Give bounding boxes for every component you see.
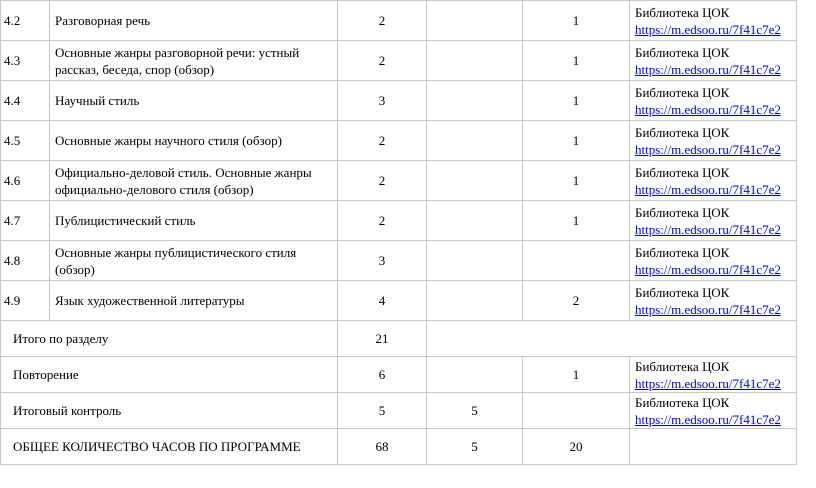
resource-name: Библиотека ЦОК [635,284,730,300]
section-total-empty [427,321,797,357]
row-topic: Язык художественной литературы [50,281,338,321]
resource-link[interactable]: https://m.edsoo.ru/7f41c7e2 [635,411,781,427]
row-control-hours [427,201,523,241]
resource-link[interactable]: https://m.edsoo.ru/7f41c7e2 [635,261,781,277]
row-resource [630,201,797,241]
row-number: 4.9 [1,281,50,321]
row-hours: 3 [338,81,427,121]
row-hours: 2 [338,161,427,201]
resource-name: Библиотека ЦОК [635,358,730,374]
row-number: 4.3 [1,41,50,81]
resource-link[interactable]: https://m.edsoo.ru/7f41c7e2 [635,21,781,37]
resource-name: Библиотека ЦОК [635,4,730,20]
table-row [1,81,797,121]
row-topic: Разговорная речь [50,1,338,41]
resource-link[interactable]: https://m.edsoo.ru/7f41c7e2 [635,61,781,77]
row-resource [630,281,797,321]
table-row [1,281,797,321]
row-resource [630,1,797,41]
row-practice-hours: 1 [523,1,630,41]
final-control-control: 5 [427,393,523,429]
row-topic: Научный стиль [50,81,338,121]
resource-link[interactable]: https://m.edsoo.ru/7f41c7e2 [635,221,781,237]
curriculum-table-body [1,1,797,321]
row-topic: Официально-деловой стиль. Основные жанры официально-делового стиля (обзор) [50,161,338,201]
row-hours: 4 [338,281,427,321]
row-resource [630,81,797,121]
resource-name: Библиотека ЦОК [635,394,730,410]
row-hours: 2 [338,201,427,241]
final-control-resource [630,393,797,429]
row-practice-hours: 1 [523,81,630,121]
table-row [1,201,797,241]
table-row [1,1,797,41]
row-hours: 3 [338,241,427,281]
repetition-practice: 1 [523,357,630,393]
table-row [1,161,797,201]
section-total-row [1,321,797,357]
row-topic: Основные жанры научного стиля (обзор) [50,121,338,161]
row-resource [630,161,797,201]
section-total-label: Итого по разделу [1,321,338,357]
final-control-hours: 5 [338,393,427,429]
row-hours: 2 [338,1,427,41]
table-row [1,121,797,161]
grand-total-control: 5 [427,429,523,465]
grand-total-resource [630,429,797,465]
row-resource [630,121,797,161]
row-number: 4.7 [1,201,50,241]
row-practice-hours: 1 [523,121,630,161]
row-number: 4.2 [1,1,50,41]
row-number: 4.8 [1,241,50,281]
row-topic: Публицистический стиль [50,201,338,241]
resource-name: Библиотека ЦОК [635,124,730,140]
row-hours: 2 [338,41,427,81]
row-practice-hours: 1 [523,41,630,81]
row-practice-hours: 2 [523,281,630,321]
resource-link[interactable]: https://m.edsoo.ru/7f41c7e2 [635,141,781,157]
repetition-row [1,357,797,393]
resource-link[interactable]: https://m.edsoo.ru/7f41c7e2 [635,375,781,391]
resource-name: Библиотека ЦОК [635,84,730,100]
grand-total-hours: 68 [338,429,427,465]
final-control-practice [523,393,630,429]
resource-link[interactable]: https://m.edsoo.ru/7f41c7e2 [635,301,781,317]
resource-name: Библиотека ЦОК [635,244,730,260]
row-control-hours [427,241,523,281]
row-number: 4.4 [1,81,50,121]
row-number: 4.5 [1,121,50,161]
row-practice-hours [523,241,630,281]
repetition-label: Повторение [1,357,338,393]
table-row [1,241,797,281]
row-hours: 2 [338,121,427,161]
final-control-row [1,393,797,429]
summary-body [1,321,797,465]
row-control-hours [427,41,523,81]
row-resource [630,241,797,281]
grand-total-row [1,429,797,465]
section-total-hours: 21 [338,321,427,357]
row-practice-hours: 1 [523,201,630,241]
resource-link[interactable]: https://m.edsoo.ru/7f41c7e2 [635,181,781,197]
resource-name: Библиотека ЦОК [635,44,730,60]
row-control-hours [427,121,523,161]
resource-link[interactable]: https://m.edsoo.ru/7f41c7e2 [635,101,781,117]
grand-total-practice: 20 [523,429,630,465]
repetition-resource [630,357,797,393]
row-topic: Основные жанры разговорной речи: устный рассказ, беседа, спор (обзор) [50,41,338,81]
repetition-hours: 6 [338,357,427,393]
grand-total-label: ОБЩЕЕ КОЛИЧЕСТВО ЧАСОВ ПО ПРОГРАММЕ [1,429,338,465]
row-topic: Основные жанры публицистического стиля (обзор) [50,241,338,281]
row-control-hours [427,161,523,201]
row-control-hours [427,81,523,121]
row-resource [630,41,797,81]
final-control-label: Итоговый контроль [1,393,338,429]
row-practice-hours: 1 [523,161,630,201]
repetition-control [427,357,523,393]
resource-name: Библиотека ЦОК [635,204,730,220]
table-row [1,41,797,81]
resource-name: Библиотека ЦОК [635,164,730,180]
row-control-hours [427,1,523,41]
row-number: 4.6 [1,161,50,201]
row-control-hours [427,281,523,321]
